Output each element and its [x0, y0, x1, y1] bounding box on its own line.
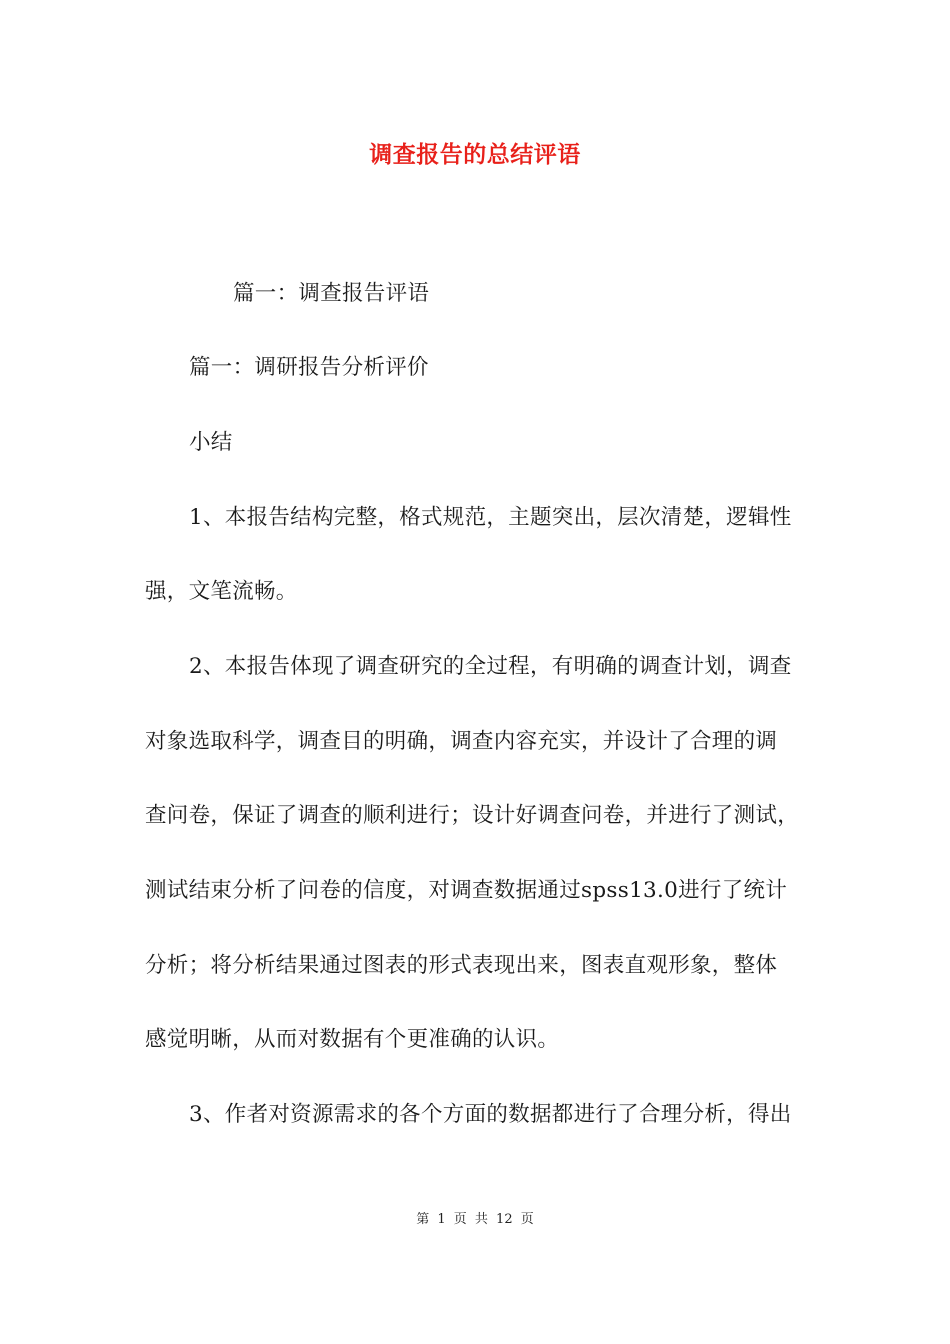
paragraph-line: 3、作者对资源需求的各个方面的数据都进行了合理分析，得出 — [189, 1102, 792, 1127]
section-heading: 篇一：调查报告评语 — [233, 281, 430, 306]
page-footer: 第 1 页 共 12 页 — [416, 1212, 534, 1227]
summary-label: 小结 — [189, 430, 233, 455]
paragraph-line: 查问卷，保证了调查的顺利进行；设计好调查问卷，并进行了测试， — [145, 803, 800, 828]
paragraph-line: 对象选取科学，调查目的明确，调查内容充实，并设计了合理的调 — [145, 729, 778, 754]
paragraph-line: 分析；将分析结果通过图表的形式表现出来，图表直观形象，整体 — [145, 953, 778, 978]
paragraph-line: 感觉明晰，从而对数据有个更准确的认识。 — [145, 1027, 560, 1052]
document-title: 调查报告的总结评语 — [369, 141, 581, 168]
paragraph-line: 1、本报告结构完整，格式规范，主题突出，层次清楚，逻辑性 — [189, 505, 792, 530]
paragraph-line: 2、本报告体现了调查研究的全过程，有明确的调查计划，调查 — [189, 654, 792, 679]
paragraph-line: 测试结束分析了问卷的信度，对调查数据通过spss13.0进行了统计 — [145, 878, 788, 903]
subsection-heading: 篇一：调研报告分析评价 — [189, 355, 429, 380]
paragraph-line: 强，文笔流畅。 — [145, 579, 298, 604]
